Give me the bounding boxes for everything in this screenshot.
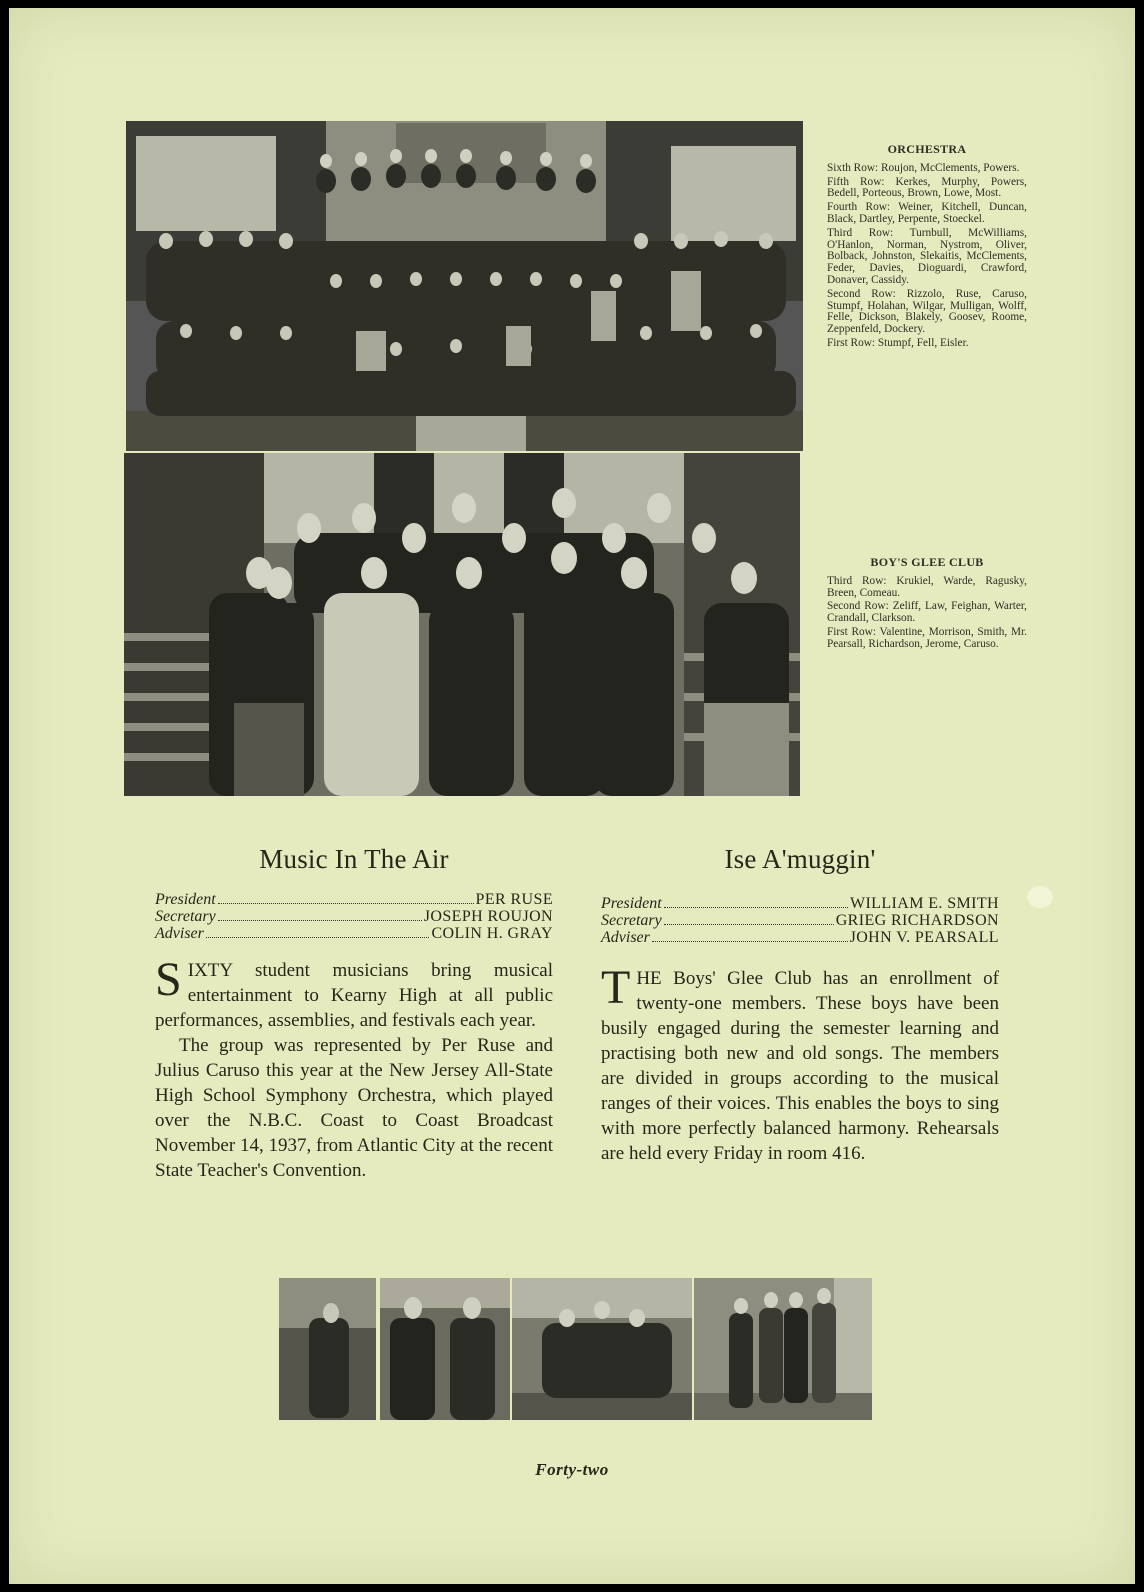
yearbook-page [9,8,1135,1584]
officer-line [155,908,553,925]
body-paragraph: The group was represented by Per Ruse and Julius Caruso this year at the New Jersey All-State High School Symphony Orchestra, which played over the N.B.C. Coast to Coast Broadcast November 14, 1937, from Atlantic City at the recent State Teacher's Convention. [155,1035,553,1181]
snapshot-4 [694,1278,872,1420]
music-in-the-air-section [155,844,553,1183]
officer-line [155,925,553,942]
dot-leader [652,941,848,942]
ise-amuggin-section [601,844,999,1166]
glee-club-row: First Row: Valentine, Morrison, Smith, Mr. Pearsall, Richardson, Jerome, Caruso. [827,625,1027,650]
dot-leader [218,903,474,904]
dot-leader [218,920,422,921]
snapshot-2 [380,1278,510,1420]
orchestra-row: Third Row: Turnbull, McWilliams, O'Hanlon, Norman, Nystrom, Oliver, Bolback, Johnston, Slekaitis, McClements, Feder, Davies, Dioguardi, Crawford, Donaver, Cassidy. [827,226,1027,286]
paper-smudge [1027,886,1053,908]
officer-name: COLIN H. GRAY [431,925,553,942]
officer-role: Adviser [601,929,650,946]
orchestra-row: Fifth Row: Kerkes, Murphy, Powers, Bedell, Porteous, Brown, Lowe, Most. [827,175,1027,200]
officer-role: Secretary [601,912,662,929]
orchestra-row: First Row: Stumpf, Fell, Eisler. [827,336,969,349]
section-title: Music In The Air [259,844,449,874]
page-number: Forty-two [535,1460,609,1479]
glee-club-row: Third Row: Krukiel, Warde, Ragusky, Breen, Comeau. [827,574,1027,599]
drop-cap: T [601,961,631,1014]
officer-role: President [601,895,662,912]
officer-name: JOHN V. PEARSALL [849,929,999,946]
dot-leader [664,924,834,925]
section-body [601,961,999,1166]
officer-name: PER RUSE [475,891,553,908]
orchestra-row: Sixth Row: Roujon, McClements, Powers. [827,161,1020,174]
officer-role: Secretary [155,908,216,925]
glee-club-heading: BOY'S GLEE CLUB [870,555,984,569]
orchestra-caption [827,144,1027,352]
snapshot-3 [512,1278,692,1420]
orchestra-heading: ORCHESTRA [887,142,967,156]
officer-line [155,891,553,908]
body-paragraph: SIXTY student musicians bring musical entertainment to Kearny High at all public performances, assemblies, and festivals each year. [155,953,553,1031]
officer-line [601,895,999,912]
officer-role: Adviser [155,925,204,942]
officer-name: WILLIAM E. SMITH [849,895,999,912]
officer-line [601,929,999,946]
body-paragraph: THE Boys' Glee Club has an enrollment of twenty-one members. These boys have been busily engaged during the semester learning and practising both new and old songs. The members are divided in groups according to the musical ranges of their voices. This enables the boys to sing with more perfectly balanced harmony. Rehearsals are held every Friday in room 416. [601,961,999,1164]
officer-role: President [155,891,216,908]
glee-club-row: Second Row: Zeliff, Law, Feighan, Warter, Crandall, Clarkson. [827,600,1027,625]
dot-leader [206,937,430,938]
officer-name: JOSEPH ROUJON [423,908,553,925]
orchestra-row: Second Row: Rizzolo, Ruse, Caruso, Stumpf, Holahan, Wilgar, Mulligan, Wolff, Felle, Dickson, Blakely, Goosev, Roome, Zeppenfeld, Dockery. [827,287,1027,336]
section-title: Ise A'muggin' [724,844,876,874]
section-body [155,953,553,1183]
snapshot-1 [279,1278,376,1420]
drop-cap: S [155,953,182,1006]
orchestra-row: Fourth Row: Weiner, Kitchell, Duncan, Black, Dartley, Perpente, Stoeckel. [827,201,1027,225]
glee-club-photo [124,453,800,796]
dot-leader [664,907,848,908]
glee-club-caption [827,557,1027,653]
officer-name: GRIEG RICHARDSON [835,912,999,929]
orchestra-photo [126,121,803,451]
officer-line [601,912,999,929]
